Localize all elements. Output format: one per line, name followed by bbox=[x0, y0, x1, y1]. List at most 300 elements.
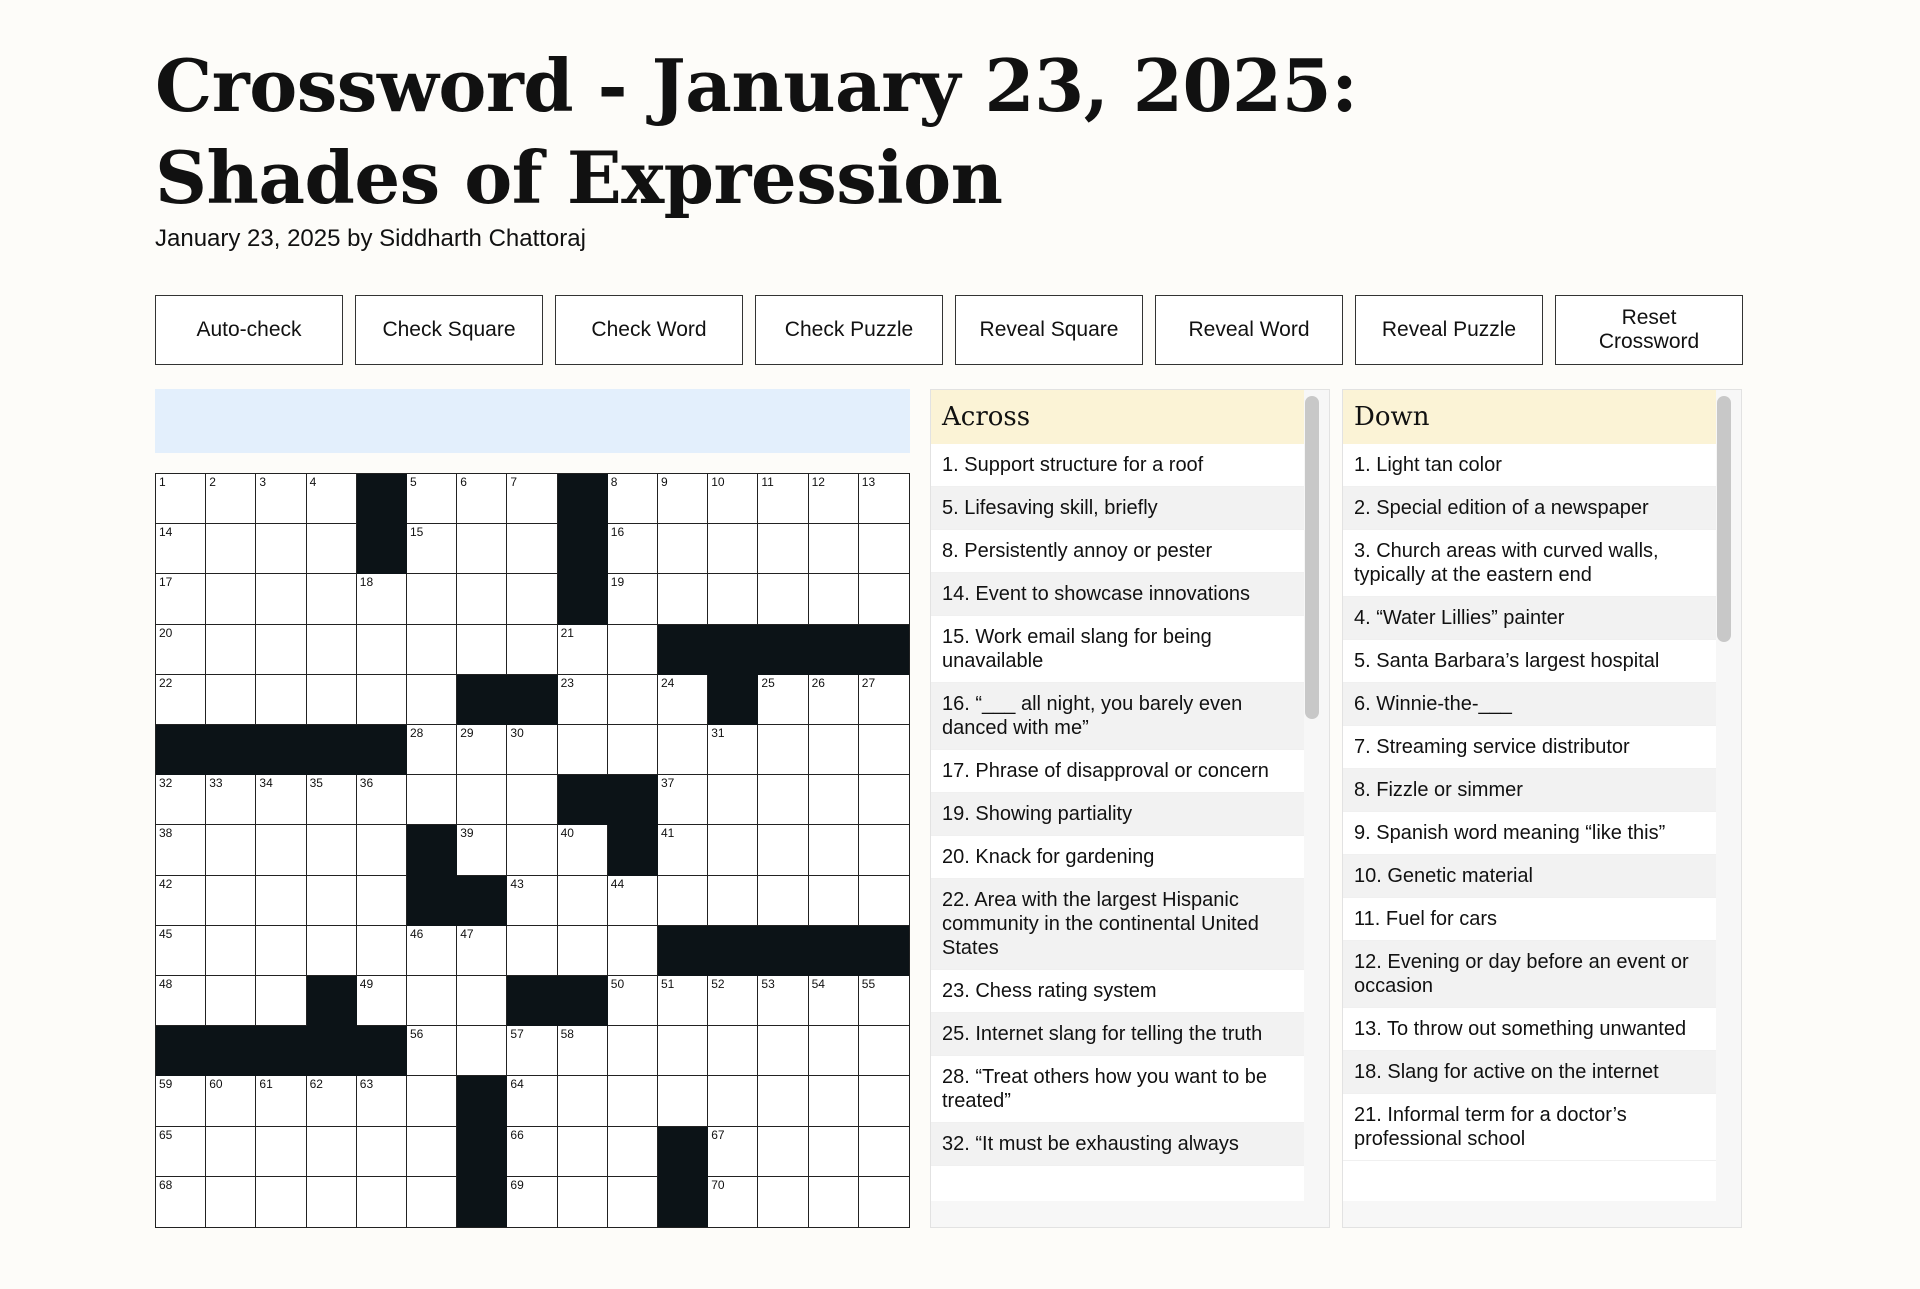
grid-cell[interactable] bbox=[658, 474, 708, 524]
grid-cell[interactable] bbox=[608, 625, 658, 675]
reset-crossword-button[interactable]: Reset Crossword bbox=[1555, 295, 1743, 365]
grid-cell[interactable] bbox=[357, 625, 407, 675]
grid-cell[interactable] bbox=[809, 825, 859, 875]
grid-cell[interactable] bbox=[608, 1026, 658, 1076]
cell-number: 64 bbox=[510, 1077, 524, 1092]
grid-cell[interactable] bbox=[758, 825, 808, 875]
across-clue-item[interactable]: 17. Phrase of disapproval or concern bbox=[931, 750, 1304, 793]
down-clues-panel bbox=[1342, 389, 1742, 1228]
grid-cell[interactable] bbox=[608, 1076, 658, 1126]
cell-number: 14 bbox=[159, 525, 173, 540]
grid-cell[interactable] bbox=[307, 1127, 357, 1177]
grid-cell[interactable] bbox=[708, 876, 758, 926]
cell-number: 27 bbox=[861, 675, 876, 690]
grid-cell[interactable] bbox=[507, 825, 557, 875]
down-clue-item[interactable]: 3. Church areas with curved walls, typically at the eastern end bbox=[1343, 530, 1716, 597]
grid-cell[interactable] bbox=[307, 825, 357, 875]
grid-cell[interactable] bbox=[307, 524, 357, 574]
grid-cell[interactable] bbox=[156, 876, 206, 926]
across-clue-item[interactable]: 23. Chess rating system bbox=[931, 970, 1304, 1013]
cell-number: 9 bbox=[661, 475, 668, 489]
grid-cell[interactable] bbox=[307, 876, 357, 926]
reveal-square-button[interactable]: Reveal Square bbox=[955, 295, 1143, 365]
grid-cell[interactable] bbox=[658, 1076, 708, 1126]
cell-number: 3 bbox=[259, 475, 267, 489]
across-clue-item[interactable]: 8. Persistently annoy or pester bbox=[931, 530, 1304, 573]
down-clues-list[interactable] bbox=[1343, 390, 1716, 1201]
grid-cell[interactable] bbox=[708, 574, 758, 624]
cell-number: 39 bbox=[460, 826, 474, 841]
grid-cell[interactable] bbox=[206, 675, 256, 725]
black-square bbox=[407, 876, 457, 926]
across-heading: Across bbox=[931, 390, 1304, 444]
grid-cell[interactable] bbox=[156, 926, 206, 976]
cell-number: 25 bbox=[761, 675, 775, 690]
grid-cell[interactable] bbox=[758, 675, 808, 725]
grid-cell[interactable] bbox=[758, 876, 808, 926]
grid-cell[interactable] bbox=[457, 976, 507, 1026]
cell-number: 28 bbox=[410, 726, 424, 740]
grid-cell[interactable] bbox=[457, 474, 507, 524]
grid-cell[interactable] bbox=[156, 675, 206, 725]
grid-cell[interactable] bbox=[708, 1127, 758, 1177]
grid-cell[interactable] bbox=[407, 1076, 457, 1126]
grid-cell[interactable] bbox=[407, 725, 457, 775]
cell-number: 62 bbox=[309, 1077, 323, 1092]
cell-number: 16 bbox=[610, 525, 625, 540]
grid-cell[interactable] bbox=[859, 825, 909, 875]
black-square bbox=[708, 926, 758, 976]
down-clue-item[interactable]: 5. Santa Barbara’s largest hospital bbox=[1343, 640, 1716, 683]
grid-cell[interactable] bbox=[859, 1026, 909, 1076]
grid-cell[interactable] bbox=[307, 926, 357, 976]
grid-cell[interactable] bbox=[608, 725, 658, 775]
grid-cell[interactable] bbox=[307, 775, 357, 825]
across-clue-item[interactable]: 14. Event to showcase innovations bbox=[931, 573, 1304, 616]
grid-cell[interactable] bbox=[206, 976, 256, 1026]
grid-cell[interactable] bbox=[608, 474, 658, 524]
black-square bbox=[357, 1026, 407, 1076]
cell-number: 1 bbox=[159, 475, 166, 489]
grid-cell[interactable] bbox=[809, 1177, 859, 1227]
grid-cell[interactable] bbox=[809, 725, 859, 775]
cell-number: 65 bbox=[159, 1127, 173, 1142]
grid-cell[interactable] bbox=[758, 574, 808, 624]
down-clue-item[interactable]: 1. Light tan color bbox=[1343, 444, 1716, 487]
grid-cell[interactable] bbox=[558, 625, 608, 675]
grid-cell[interactable] bbox=[859, 775, 909, 825]
grid-cell[interactable] bbox=[558, 1127, 608, 1177]
cell-number: 45 bbox=[159, 926, 173, 941]
check-puzzle-button[interactable]: Check Puzzle bbox=[755, 295, 943, 365]
grid-cell[interactable] bbox=[307, 574, 357, 624]
grid-cell[interactable] bbox=[507, 1127, 557, 1177]
grid-cell[interactable] bbox=[407, 926, 457, 976]
cell-number: 43 bbox=[510, 876, 524, 891]
check-word-button[interactable]: Check Word bbox=[555, 295, 743, 365]
down-clue-item[interactable]: 8. Fizzle or simmer bbox=[1343, 769, 1716, 812]
across-clue-item[interactable]: 25. Internet slang for telling the truth bbox=[931, 1013, 1304, 1056]
grid-cell[interactable] bbox=[558, 1026, 608, 1076]
black-square bbox=[457, 1177, 507, 1227]
down-clue-item[interactable]: 9. Spanish word meaning “like this” bbox=[1343, 812, 1716, 855]
grid-cell[interactable] bbox=[608, 926, 658, 976]
grid-cell[interactable] bbox=[708, 1026, 758, 1076]
grid-cell[interactable] bbox=[758, 976, 808, 1026]
cell-number: 20 bbox=[159, 625, 173, 640]
grid-cell[interactable] bbox=[558, 825, 608, 875]
grid-cell[interactable] bbox=[859, 524, 909, 574]
grid-cell[interactable] bbox=[658, 1026, 708, 1076]
grid-cell[interactable] bbox=[758, 1177, 808, 1227]
cell-number: 60 bbox=[209, 1077, 223, 1092]
grid-cell[interactable] bbox=[658, 574, 708, 624]
grid-cell[interactable] bbox=[859, 1177, 909, 1227]
grid-cell[interactable] bbox=[307, 1076, 357, 1126]
grid-cell[interactable] bbox=[357, 825, 407, 875]
grid-cell[interactable] bbox=[407, 474, 457, 524]
cell-number: 23 bbox=[560, 675, 574, 690]
black-square bbox=[307, 976, 357, 1026]
reveal-puzzle-button[interactable]: Reveal Puzzle bbox=[1355, 295, 1543, 365]
cell-number: 48 bbox=[159, 977, 173, 991]
across-clue-item[interactable]: 32. “It must be exhausting always bbox=[931, 1123, 1304, 1166]
grid-cell[interactable] bbox=[507, 775, 557, 825]
auto-check-button[interactable]: Auto-check bbox=[155, 295, 343, 365]
cell-number: 49 bbox=[359, 977, 374, 991]
cell-number: 2 bbox=[209, 475, 216, 489]
down-clue-item[interactable]: 12. Evening or day before an event or occasion bbox=[1343, 941, 1716, 1008]
grid-cell[interactable] bbox=[507, 725, 557, 775]
cell-number: 8 bbox=[610, 475, 618, 489]
grid-cell[interactable] bbox=[156, 1076, 206, 1126]
grid-cell[interactable] bbox=[658, 825, 708, 875]
grid-cell[interactable] bbox=[859, 1127, 909, 1177]
grid-cell[interactable] bbox=[658, 876, 708, 926]
grid-cell[interactable] bbox=[608, 1177, 658, 1227]
grid-cell[interactable] bbox=[457, 725, 507, 775]
grid-cell[interactable] bbox=[809, 876, 859, 926]
byline: January 23, 2025 by Siddharth Chattoraj bbox=[155, 225, 586, 252]
grid-cell[interactable] bbox=[256, 524, 306, 574]
down-clue-item[interactable]: 18. Slang for active on the internet bbox=[1343, 1051, 1716, 1094]
black-square bbox=[758, 926, 808, 976]
grid-cell[interactable] bbox=[206, 926, 256, 976]
black-square bbox=[558, 524, 608, 574]
grid-cell[interactable] bbox=[256, 926, 306, 976]
grid-cell[interactable] bbox=[256, 574, 306, 624]
grid-cell[interactable] bbox=[558, 926, 608, 976]
black-square bbox=[156, 725, 206, 775]
down-clue-item[interactable]: 2. Special edition of a newspaper bbox=[1343, 487, 1716, 530]
grid-cell[interactable] bbox=[256, 675, 306, 725]
cell-number: 38 bbox=[159, 826, 173, 841]
down-clue-items bbox=[1343, 444, 1716, 1161]
grid-cell[interactable] bbox=[558, 876, 608, 926]
grid-cell[interactable] bbox=[156, 625, 206, 675]
grid-cell[interactable] bbox=[407, 675, 457, 725]
grid-cell[interactable] bbox=[608, 574, 658, 624]
down-clue-item[interactable]: 4. “Water Lillies” painter bbox=[1343, 597, 1716, 640]
black-square bbox=[357, 725, 407, 775]
grid-cell[interactable] bbox=[608, 1127, 658, 1177]
grid-cell[interactable] bbox=[407, 625, 457, 675]
grid-cell[interactable] bbox=[357, 775, 407, 825]
grid-cell[interactable] bbox=[307, 1177, 357, 1227]
grid-cell[interactable] bbox=[206, 474, 256, 524]
grid-cell[interactable] bbox=[809, 675, 859, 725]
black-square bbox=[558, 474, 608, 524]
cell-number: 7 bbox=[510, 475, 518, 489]
black-square bbox=[307, 725, 357, 775]
down-clue-item[interactable]: 21. Informal term for a doctor’s professional school bbox=[1343, 1094, 1716, 1161]
grid-cell[interactable] bbox=[307, 675, 357, 725]
grid-cell[interactable] bbox=[256, 976, 306, 1026]
grid-cell[interactable] bbox=[809, 1076, 859, 1126]
grid-cell[interactable] bbox=[156, 976, 206, 1026]
grid-cell[interactable] bbox=[256, 775, 306, 825]
cell-number: 52 bbox=[711, 977, 725, 991]
grid-cell[interactable] bbox=[708, 825, 758, 875]
grid-cell[interactable] bbox=[507, 524, 557, 574]
grid-cell[interactable] bbox=[256, 876, 306, 926]
grid-cell[interactable] bbox=[407, 1026, 457, 1076]
grid-cell[interactable] bbox=[457, 625, 507, 675]
grid-cell[interactable] bbox=[357, 1127, 407, 1177]
black-square bbox=[407, 825, 457, 875]
across-clues-list[interactable] bbox=[931, 390, 1304, 1201]
grid-cell[interactable] bbox=[407, 976, 457, 1026]
across-clue-item[interactable]: 22. Area with the largest Hispanic community in the continental United States bbox=[931, 879, 1304, 970]
grid-cell[interactable] bbox=[256, 1076, 306, 1126]
grid-cell[interactable] bbox=[558, 675, 608, 725]
cell-number: 61 bbox=[259, 1077, 273, 1092]
grid-cell[interactable] bbox=[407, 524, 457, 574]
grid-cell[interactable] bbox=[859, 1076, 909, 1126]
black-square bbox=[457, 1127, 507, 1177]
grid-cell[interactable] bbox=[156, 825, 206, 875]
grid-cell[interactable] bbox=[758, 1076, 808, 1126]
grid-cell[interactable] bbox=[357, 976, 407, 1026]
black-square bbox=[357, 524, 407, 574]
across-clue-item[interactable]: 19. Showing partiality bbox=[931, 793, 1304, 836]
cell-number: 22 bbox=[159, 675, 173, 690]
black-square bbox=[206, 1026, 256, 1076]
grid-cell[interactable] bbox=[357, 675, 407, 725]
across-clue-items bbox=[931, 444, 1304, 1166]
black-square bbox=[558, 976, 608, 1026]
grid-cell[interactable] bbox=[708, 1177, 758, 1227]
grid-cell[interactable] bbox=[357, 926, 407, 976]
grid-cell[interactable] bbox=[658, 524, 708, 574]
grid-cell[interactable] bbox=[758, 1127, 808, 1177]
grid-cell[interactable] bbox=[608, 976, 658, 1026]
grid-cell[interactable] bbox=[809, 976, 859, 1026]
across-clue-item[interactable]: 16. “___ all night, you barely even danced with me” bbox=[931, 683, 1304, 750]
down-clue-item[interactable]: 11. Fuel for cars bbox=[1343, 898, 1716, 941]
grid-cell[interactable] bbox=[307, 474, 357, 524]
grid-cell[interactable] bbox=[407, 574, 457, 624]
grid-cell[interactable] bbox=[457, 574, 507, 624]
cell-number: 31 bbox=[711, 726, 725, 740]
cell-number: 35 bbox=[309, 776, 323, 791]
cell-number: 41 bbox=[661, 826, 675, 841]
across-clue-item[interactable]: 20. Knack for gardening bbox=[931, 836, 1304, 879]
grid-cell[interactable] bbox=[758, 524, 808, 574]
grid-cell[interactable] bbox=[507, 474, 557, 524]
crossword-grid bbox=[155, 473, 910, 1228]
cell-number: 6 bbox=[460, 475, 467, 489]
grid-cell[interactable] bbox=[206, 1127, 256, 1177]
grid-cell[interactable] bbox=[859, 876, 909, 926]
grid-cell[interactable] bbox=[156, 474, 206, 524]
cell-number: 30 bbox=[510, 726, 524, 740]
grid-cell[interactable] bbox=[156, 1177, 206, 1227]
grid-cell[interactable] bbox=[256, 1127, 306, 1177]
grid-cell[interactable] bbox=[206, 625, 256, 675]
grid-cell[interactable] bbox=[206, 876, 256, 926]
grid-cell[interactable] bbox=[457, 825, 507, 875]
black-square bbox=[608, 775, 658, 825]
grid-cell[interactable] bbox=[206, 1177, 256, 1227]
grid-cell[interactable] bbox=[206, 524, 256, 574]
down-clue-item[interactable]: 6. Winnie-the-___ bbox=[1343, 683, 1716, 726]
grid-cell[interactable] bbox=[357, 1177, 407, 1227]
grid-cell[interactable] bbox=[457, 775, 507, 825]
grid-cell[interactable] bbox=[457, 524, 507, 574]
grid-cell[interactable] bbox=[457, 1026, 507, 1076]
grid-cell[interactable] bbox=[156, 1127, 206, 1177]
grid-cell[interactable] bbox=[708, 474, 758, 524]
grid-cell[interactable] bbox=[809, 474, 859, 524]
grid-cell[interactable] bbox=[758, 725, 808, 775]
grid-cell[interactable] bbox=[206, 775, 256, 825]
grid-cell[interactable] bbox=[507, 1026, 557, 1076]
cell-number: 17 bbox=[159, 575, 173, 590]
cell-number: 56 bbox=[410, 1027, 424, 1042]
black-square bbox=[457, 675, 507, 725]
grid-cell[interactable] bbox=[708, 524, 758, 574]
grid-cell[interactable] bbox=[708, 1076, 758, 1126]
grid-cell[interactable] bbox=[156, 524, 206, 574]
grid-cell[interactable] bbox=[859, 474, 909, 524]
across-clue-item[interactable]: 15. Work email slang for being unavailable bbox=[931, 616, 1304, 683]
grid-cell[interactable] bbox=[809, 574, 859, 624]
grid-cell[interactable] bbox=[809, 1026, 859, 1076]
black-square bbox=[658, 625, 708, 675]
grid-cell[interactable] bbox=[457, 926, 507, 976]
grid-cell[interactable] bbox=[708, 976, 758, 1026]
grid-cell[interactable] bbox=[156, 574, 206, 624]
reveal-word-button[interactable]: Reveal Word bbox=[1155, 295, 1343, 365]
grid-cell[interactable] bbox=[256, 825, 306, 875]
current-clue-banner bbox=[155, 389, 910, 453]
grid-cell[interactable] bbox=[708, 775, 758, 825]
grid-cell[interactable] bbox=[206, 574, 256, 624]
grid-cell[interactable] bbox=[507, 625, 557, 675]
grid-cell[interactable] bbox=[658, 976, 708, 1026]
check-square-button[interactable]: Check Square bbox=[355, 295, 543, 365]
grid-cell[interactable] bbox=[758, 775, 808, 825]
down-clue-item[interactable]: 7. Streaming service distributor bbox=[1343, 726, 1716, 769]
grid-cell[interactable] bbox=[256, 474, 306, 524]
grid-cell[interactable] bbox=[206, 825, 256, 875]
black-square bbox=[809, 625, 859, 675]
grid-cell[interactable] bbox=[859, 574, 909, 624]
cell-number: 40 bbox=[560, 826, 574, 841]
grid-cell[interactable] bbox=[809, 524, 859, 574]
black-square bbox=[608, 825, 658, 875]
grid-cell[interactable] bbox=[608, 675, 658, 725]
grid-cell[interactable] bbox=[357, 876, 407, 926]
grid-cell[interactable] bbox=[658, 725, 708, 775]
black-square bbox=[507, 976, 557, 1026]
grid-cell[interactable] bbox=[407, 1127, 457, 1177]
grid-cell[interactable] bbox=[558, 1177, 608, 1227]
grid-cell[interactable] bbox=[608, 524, 658, 574]
grid-cell[interactable] bbox=[608, 876, 658, 926]
grid-cell[interactable] bbox=[507, 926, 557, 976]
down-clue-item[interactable]: 13. To throw out something unwanted bbox=[1343, 1008, 1716, 1051]
grid-cell[interactable] bbox=[809, 775, 859, 825]
grid-cell[interactable] bbox=[357, 1076, 407, 1126]
grid-cell[interactable] bbox=[507, 876, 557, 926]
cell-number: 50 bbox=[610, 977, 625, 991]
cell-number: 63 bbox=[359, 1077, 374, 1092]
grid-cell[interactable] bbox=[859, 725, 909, 775]
across-clue-item[interactable]: 1. Support structure for a roof bbox=[931, 444, 1304, 487]
grid-cell[interactable] bbox=[156, 775, 206, 825]
black-square bbox=[206, 725, 256, 775]
across-scrollbar[interactable] bbox=[1305, 396, 1319, 719]
across-clue-item[interactable]: 5. Lifesaving skill, briefly bbox=[931, 487, 1304, 530]
grid-cell[interactable] bbox=[307, 625, 357, 675]
grid-cell[interactable] bbox=[558, 1076, 608, 1126]
grid-cell[interactable] bbox=[357, 574, 407, 624]
grid-cell[interactable] bbox=[708, 725, 758, 775]
grid-cell[interactable] bbox=[407, 775, 457, 825]
black-square bbox=[357, 474, 407, 524]
grid-cell[interactable] bbox=[809, 1127, 859, 1177]
grid-cell[interactable] bbox=[859, 976, 909, 1026]
across-clue-item[interactable]: 28. “Treat others how you want to be treated” bbox=[931, 1056, 1304, 1123]
grid-cell[interactable] bbox=[658, 775, 708, 825]
black-square bbox=[658, 1127, 708, 1177]
down-scrollbar[interactable] bbox=[1717, 396, 1731, 642]
black-square bbox=[457, 1076, 507, 1126]
cell-number: 44 bbox=[610, 876, 625, 891]
grid-cell[interactable] bbox=[658, 675, 708, 725]
cell-number: 37 bbox=[661, 776, 675, 791]
cell-number: 5 bbox=[410, 475, 417, 489]
cell-number: 11 bbox=[761, 475, 774, 489]
grid-cell[interactable] bbox=[206, 1076, 256, 1126]
grid-cell[interactable] bbox=[507, 1177, 557, 1227]
cell-number: 57 bbox=[510, 1027, 524, 1042]
grid-cell[interactable] bbox=[256, 1177, 306, 1227]
grid-cell[interactable] bbox=[256, 625, 306, 675]
grid-cell[interactable] bbox=[758, 474, 808, 524]
cell-number: 46 bbox=[410, 926, 424, 941]
grid-cell[interactable] bbox=[859, 675, 909, 725]
grid-cell[interactable] bbox=[507, 574, 557, 624]
grid-cell[interactable] bbox=[407, 1177, 457, 1227]
grid-cell[interactable] bbox=[758, 1026, 808, 1076]
black-square bbox=[658, 926, 708, 976]
grid-cell[interactable] bbox=[507, 1076, 557, 1126]
down-clue-item[interactable]: 10. Genetic material bbox=[1343, 855, 1716, 898]
grid-cell[interactable] bbox=[558, 725, 608, 775]
